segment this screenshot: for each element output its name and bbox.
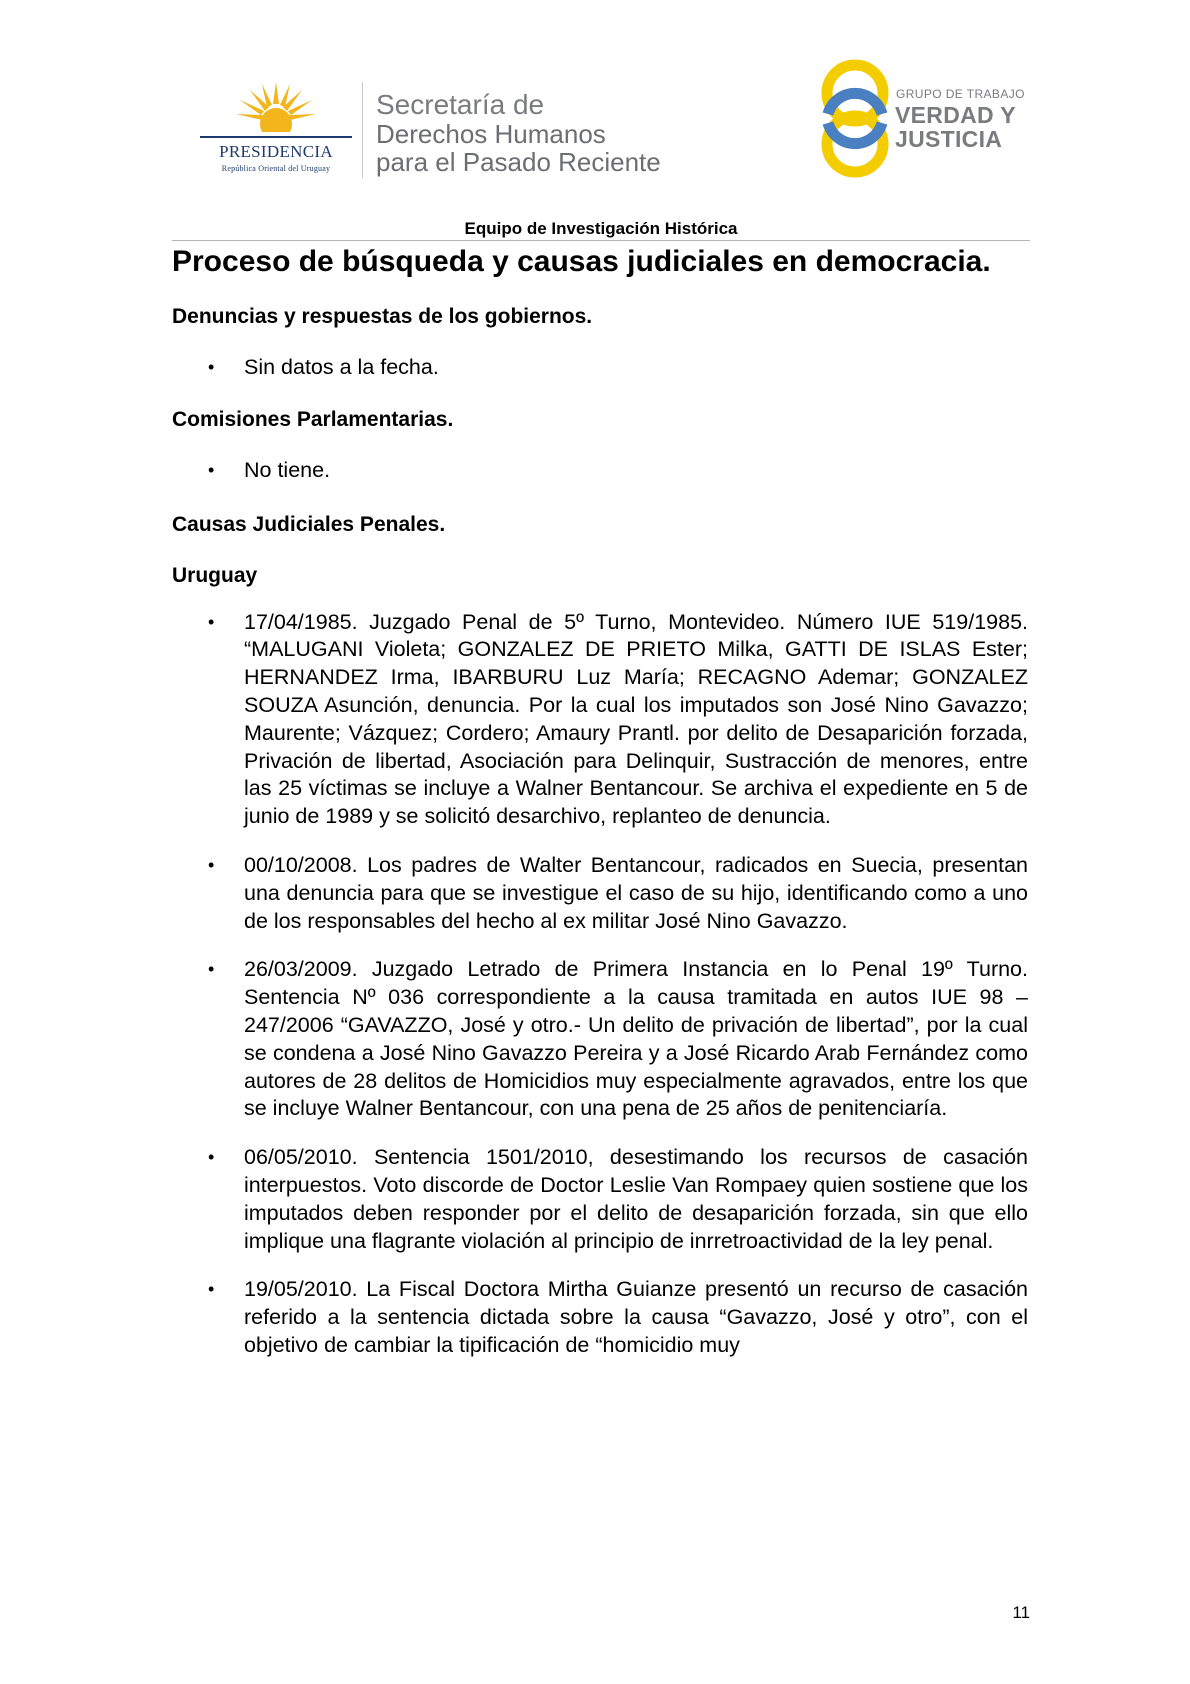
bullet-icon: • xyxy=(208,611,215,632)
list-item-text: 26/03/2009. Juzgado Letrado de Primera Instancia en lo Penal 19º Turno. Sentencia Nº 036 correspondiente a la causa tramitada en autos IUE 98 – 247/2006 “GAVAZZO, José y otro.- Un delito de privación de libertad”, por la cual se condena a José Nino Gavazzo Pereira y a José Ricardo Arab Fernández como autores de 28 delitos de Homicidios muy especialmente agravados, entre los que se incluye Walner Bentancour, con una pena de 25 años de penitenciaría. xyxy=(244,957,1028,1121)
linked-rings-icon xyxy=(820,56,890,182)
bullet-icon: • xyxy=(208,1279,215,1300)
presidencia-subtitle: República Oriental del Uruguay xyxy=(221,164,331,173)
page-header xyxy=(0,0,1190,238)
list-item-text: 00/10/2008. Los padres de Walter Bentancour, radicados en Suecia, presentan una denuncia para que se investigue el caso de su hijo, identificando como a uno de los responsables del hecho al ex militar José Nino Gavazzo. xyxy=(244,852,1028,933)
list-item-text: 17/04/1985. Juzgado Penal de 5º Turno, Montevideo. Número IUE 519/1985. “MALUGANI Violeta; GONZALEZ DE PRIETO Milka, GATTI DE ISLAS Ester; HERNANDEZ Irma, IBARBURU Luz María; RECAGNO Ademar; GONZALEZ SOUZA Asunción, denuncia. Por la cual los imputados son José Nino Gavazzo; Maurente; Vázquez; Cordero; Amaury Prantl. por delito de Desaparición forzada, Privación de libertad, Asociación para Delinquir, Sustracción de menores, entre las 25 víctimas se incluye a Walner Bentancour. Se archiva el expediente en 5 de junio de 1989 y se solicitó desarchivo, replanteo de denuncia. xyxy=(244,609,1028,829)
section-heading-uruguay: Uruguay xyxy=(172,563,258,587)
bullet-icon: • xyxy=(208,1147,215,1168)
list-item-text: No tiene. xyxy=(244,457,331,482)
page-number: 11 xyxy=(1012,1603,1030,1622)
list-item-text: Sin datos a la fecha. xyxy=(244,355,439,379)
bullet-icon: • xyxy=(208,459,215,480)
bullet-icon: • xyxy=(208,357,215,377)
verdad-y-justicia-logo xyxy=(820,56,1030,182)
secretaria-line-1: Secretaría de xyxy=(376,89,545,120)
bullet-icon: • xyxy=(208,854,215,875)
section-heading-denuncias: Denuncias y respuestas de los gobiernos. xyxy=(172,305,593,328)
secretaria-line-3: para el Pasado Reciente xyxy=(376,147,661,177)
secretaria-wordmark xyxy=(376,90,661,176)
grupo-line-1: GRUPO DE TRABAJO xyxy=(896,87,1025,101)
list-item xyxy=(172,956,1028,1123)
grupo-line-3: JUSTICIA xyxy=(895,126,1003,152)
list-item-text: 06/05/2010. Sentencia 1501/2010, desestimando los recursos de casación interpuestos. Voto discorde de Doctor Leslie Van Rompaey quien sostiene que los imputados deben responder por el delito de desaparición forzada, sin que ello implique una flagrante violación al principio de inrretroactividad de la ley penal. xyxy=(244,1145,1028,1253)
list-item-text: 19/05/2010. La Fiscal Doctora Mirtha Guianze presentó un recurso de casación referido a la sentencia dictada sobre la causa “Gavazzo, José y otro”, con el objetivo de cambiar la tipificación de “homicidio muy xyxy=(244,1277,1028,1357)
list-item xyxy=(172,457,1028,485)
section-heading-causas: Causas Judiciales Penales. xyxy=(172,512,446,536)
section-heading-comisiones: Comisiones Parlamentarias. xyxy=(172,407,454,431)
bullet-icon: • xyxy=(208,959,215,980)
denuncias-list xyxy=(172,354,1028,382)
sun-of-may-icon xyxy=(234,80,318,138)
presidencia-rule xyxy=(200,136,352,138)
comisiones-list xyxy=(172,457,1028,485)
document-title: Proceso de búsqueda y causas judiciales en democracia. xyxy=(172,245,991,278)
presidencia-name: PRESIDENCIA xyxy=(219,142,333,161)
header-rule xyxy=(172,240,1030,241)
team-heading: Equipo de Investigación Histórica xyxy=(464,219,738,238)
presidencia-logo xyxy=(196,80,356,180)
logo-divider xyxy=(362,82,363,178)
list-item xyxy=(172,354,1028,382)
uruguay-list xyxy=(172,609,1028,1360)
list-item xyxy=(172,1144,1028,1255)
document-body xyxy=(172,243,1028,1360)
list-item xyxy=(172,609,1028,831)
list-item xyxy=(172,1276,1028,1359)
list-item xyxy=(172,852,1028,935)
secretaria-line-2: Derechos Humanos xyxy=(376,119,606,149)
grupo-line-2: VERDAD Y xyxy=(895,102,1016,128)
